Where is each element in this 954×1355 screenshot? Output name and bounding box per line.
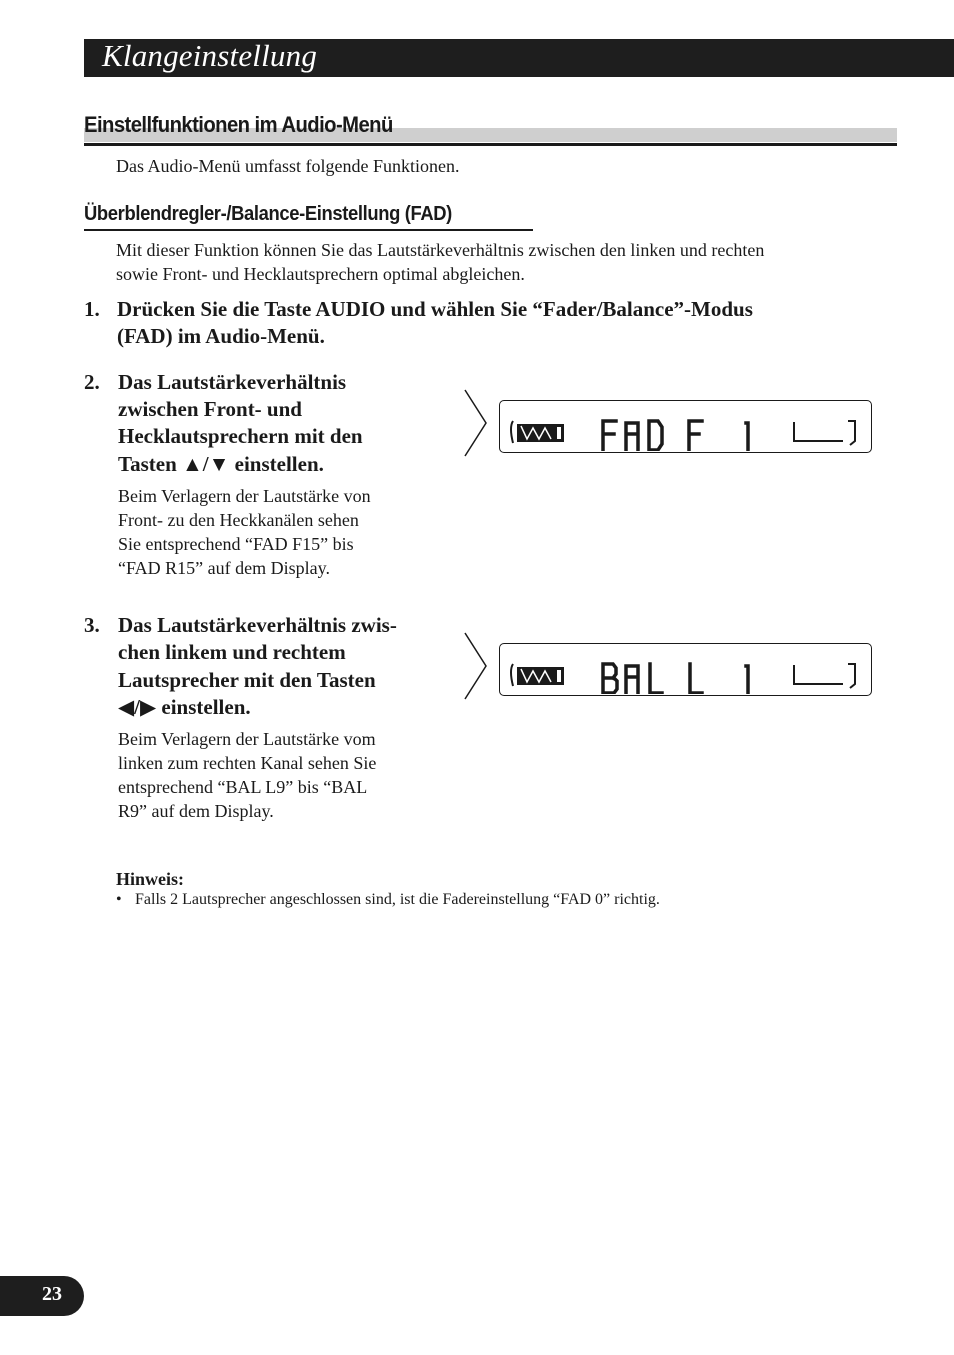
note-heading: Hinweis: [116, 869, 185, 889]
subsection-text-line: sowie Front- und Hecklautsprechern optimal abgleichen. [116, 264, 525, 284]
step-3-line: Das Lautstärkeverhältnis zwis- [118, 613, 397, 637]
step-1-line: (FAD) im Audio-Menü. [117, 324, 325, 348]
step-2-note-line: Sie entsprechend “FAD F15” bis [118, 534, 354, 554]
title-bar [84, 39, 954, 77]
display-pointer-arrow [464, 389, 488, 457]
lcd-text-value-1 [746, 666, 748, 693]
step-2-line: Das Lautstärkeverhältnis [118, 370, 347, 394]
step-1-line: Drücken Sie die Taste AUDIO und wählen Sie “Fader/Balance”-Modus [117, 297, 753, 321]
lcd-text-side-f [689, 421, 702, 450]
step-3-note-line: linken zum rechten Kanal sehen Sie [118, 753, 377, 773]
subsection-heading-text: Überblendregler-/Balance-Einstellung (FAD) [84, 203, 452, 225]
lcd-display-bal [499, 643, 872, 696]
subsection-text-line: Mit dieser Funktion können Sie das Lautstärkeverhältnis zwischen den linken und rechten [116, 240, 765, 260]
step-number: 1. [84, 297, 100, 321]
lcd-text-bal [603, 664, 662, 693]
step-3-note-line: Beim Verlagern der Lautstärke vom [118, 729, 376, 749]
page-number-tab [0, 1276, 84, 1316]
section-heading [84, 111, 897, 147]
step-2-line: Tasten ▲/▼ einstellen. [118, 452, 324, 476]
step-3-line: ◀/▶ einstellen. [118, 695, 251, 719]
page-number: 23 [42, 1283, 62, 1305]
lcd-level-indicator-icon [794, 664, 856, 688]
step-3-line: Lautsprecher mit den Tasten [118, 668, 376, 692]
section-heading-text: Einstellfunktionen im Audio-Menü [84, 112, 393, 137]
step-number: 2. [84, 370, 100, 394]
lcd-bracket-left-icon [511, 421, 513, 443]
step-3-note-line: R9” auf dem Display. [118, 801, 274, 821]
lcd-text-fad [603, 421, 662, 450]
subsection-heading [84, 203, 534, 231]
step-2-note-line: “FAD R15” auf dem Display. [118, 558, 330, 578]
lcd-segments [500, 401, 870, 451]
lcd-display-fad [499, 400, 872, 453]
step-2-line: zwischen Front- und [118, 397, 302, 421]
note-text: Falls 2 Lautsprecher angeschlossen sind, ist die Fadereinstellung “FAD 0” richtig. [135, 891, 660, 908]
lcd-text-side-l [690, 664, 702, 693]
lcd-level-indicator-icon [794, 421, 856, 445]
step-2-note-line: Front- zu den Heckkanälen sehen [118, 510, 359, 530]
lcd-bracket-left-icon [511, 664, 513, 686]
step-2-line: Hecklautsprechern mit den [118, 424, 363, 448]
section-intro: Das Audio-Menü umfasst folgende Funktionen. [116, 156, 460, 176]
note-bullet: • [116, 891, 122, 908]
page-title: Klangeinstellung [102, 38, 318, 73]
lcd-text-value-1 [746, 423, 748, 450]
step-number: 3. [84, 613, 100, 637]
step-2-note-line: Beim Verlagern der Lautstärke von [118, 486, 371, 506]
step-3-note-line: entsprechend “BAL L9” bis “BAL [118, 777, 368, 797]
step-3-line: chen linkem und rechtem [118, 640, 346, 664]
display-pointer-arrow [464, 632, 488, 700]
heading-rule [84, 143, 897, 146]
subsection-rule [84, 229, 533, 231]
lcd-segments [500, 644, 870, 694]
